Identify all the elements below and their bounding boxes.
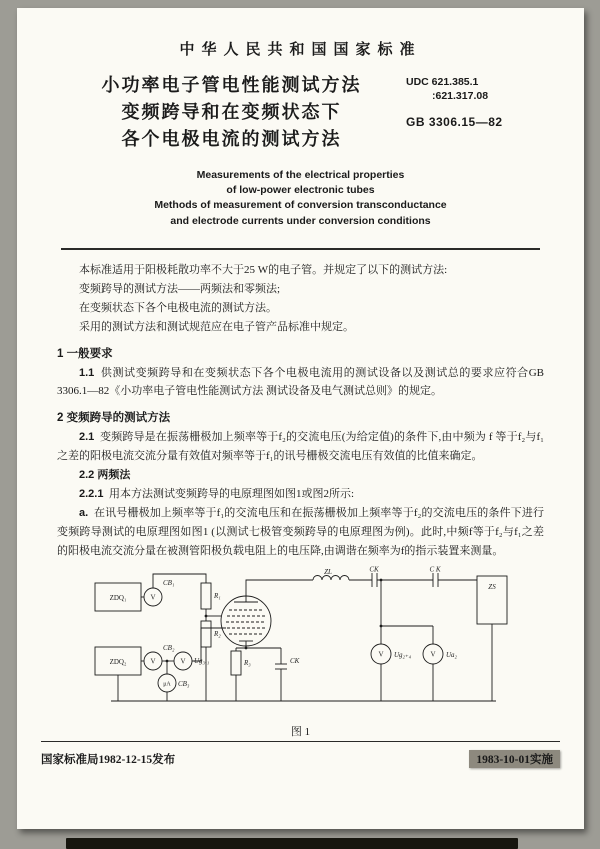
title-line-3: 各个电极电流的测试方法 — [121, 129, 342, 149]
figure-1-caption: 图 1 — [290, 725, 311, 738]
clause-2-2: 2.2 两频法 — [79, 469, 131, 482]
clause-1-1-number: 1.1 — [79, 366, 95, 379]
clause-2-1-text: 变频跨导是在振荡栅极加上频率等于f₂的交流电压(为给定值)的条件下,由中频为 f 等于f₂与f₁之差的阳极电流交流分量有效值对频率等于f₁的讯号栅极交流电压有效值的比值来确定。 — [57, 431, 545, 463]
clause-1-1-text: 供测试变频跨导和在变频状态下各个电极电流用的测试设备以及测试总的要求应符合GB 3306.1—82《小功率电子管电性能测试方法 测试设备及电气测试总则》的规定。 — [57, 366, 544, 398]
electron-tube-symbol — [221, 596, 271, 646]
scope-line-2: 变频跨导的测试方法——两频法和零频法; — [79, 282, 281, 295]
title-block — [57, 72, 544, 153]
header-divider-rule — [61, 248, 540, 250]
scan-edge-artifact — [66, 838, 518, 849]
capacitor-ck-cathode — [275, 664, 287, 669]
resistor-r1 — [201, 583, 211, 609]
tube-grids — [226, 610, 266, 634]
voltmeter-ua2-letter: V — [429, 650, 436, 659]
clause-2-2-1-number: 2.2.1 — [79, 488, 104, 501]
r3-label: R₃ — [243, 658, 251, 667]
page-footer — [41, 741, 560, 768]
document-title — [57, 72, 406, 153]
english-title-line-1: Measurements of the electrical properties — [196, 169, 405, 181]
cb3-label: CB₃ — [177, 679, 189, 688]
scope-paragraphs — [57, 261, 544, 337]
ck-cathode-label: CK — [289, 656, 299, 665]
zl-label: ZL — [323, 567, 332, 576]
ug31-label: Ug₃.₁ — [193, 656, 209, 665]
zs-label: ZS — [487, 582, 496, 591]
ck-anode-label: CK — [368, 565, 379, 574]
standard-number: GB 3306.15—82 — [406, 115, 503, 130]
classification-codes — [406, 72, 544, 153]
cb2-label: CB₂ — [162, 643, 174, 652]
ua2-label: Ua₂ — [445, 650, 457, 659]
scope-line-3: 在变频状态下各个电极电流的测试方法。 — [79, 301, 277, 314]
cb1-label: CB₁ — [162, 578, 174, 587]
scope-line-1: 本标准适用于阳极耗散功率不大于25 W的电子管。并规定了以下的测试方法: — [79, 263, 448, 276]
clause-1-1 — [57, 364, 544, 402]
r2-label: R₂ — [213, 629, 221, 638]
scope-line-4: 采用的测试方法和测试规范应在电子管产品标准中规定。 — [79, 320, 354, 333]
udc-number-line-2: :621.317.08 — [432, 90, 489, 103]
figure-1-circuit-diagram — [81, 566, 521, 716]
r1-label: R₁ — [213, 591, 221, 600]
figure-1 — [57, 566, 544, 739]
voltmeter-ug31-letter: V — [179, 657, 186, 666]
resistor-r2 — [201, 621, 211, 647]
issued-date-text: 国家标准局1982-12-15发布 — [41, 754, 176, 766]
english-title-line-4: and electrode currents under conversion conditions — [170, 214, 431, 227]
resistor-r3 — [231, 651, 241, 675]
clause-a-text: 在讯号栅极加上频率等于f₁的交流电压和在振荡栅极加上频率等于f₂的交流电压的条件下进行变频跨导测试的电原理图如图1 (以测试七极管变频跨导的电原理图为例)。此时,中频f等于f₂与f₁之差的阳极电流交流分量在被测管阳极负载电阻上的电压降,由调谐在频率为f的指示装置来测量。 — [57, 506, 545, 557]
zdq2-label: ZDQ₂ — [109, 657, 126, 666]
microammeter-letter: μA — [162, 681, 171, 688]
title-line-1: 小功率电子管电性能测试方法 — [101, 75, 362, 95]
junction-dots — [162, 578, 382, 662]
section-1-heading: 1 一般要求 — [57, 347, 113, 360]
english-title-line-2: of low-power electronic tubes — [226, 184, 375, 197]
clause-2-2-1 — [57, 485, 544, 504]
udc-number-line-1: UDC 621.385.1 — [406, 76, 479, 88]
ug24-label: Ug₂₊₄ — [393, 650, 411, 659]
standard-header: 中华人民共和国国家标准 — [179, 42, 422, 58]
voltmeter-cb1-letter: V — [149, 593, 156, 602]
voltmeter-cb2-letter: V — [149, 657, 156, 666]
english-title — [57, 168, 544, 229]
clause-a-number: a. — [79, 506, 89, 519]
english-title-line-3: Methods of measurement of conversion transconductance — [154, 199, 447, 212]
clause-2-1-number: 2.1 — [79, 431, 95, 444]
section-2-heading: 2 变频跨导的测试方法 — [57, 412, 171, 425]
voltmeter-ug24-letter: V — [377, 650, 384, 659]
document-page — [17, 8, 584, 829]
capacitor-ck-output — [433, 573, 438, 587]
effective-date-badge: 1983-10-01实施 — [469, 750, 560, 768]
clause-2-2-1-text: 用本方法测试变频跨导的电原理图如图1或图2所示: — [108, 488, 355, 501]
ck-output-label: C K — [428, 565, 441, 574]
clause-2-1 — [57, 428, 544, 466]
inductor-zl-coil — [313, 575, 349, 580]
title-line-2: 变频跨导和在变频状态下 — [121, 102, 342, 122]
clause-a — [57, 504, 544, 561]
zdq1-label: ZDQ₁ — [109, 593, 126, 602]
capacitor-ck-anode — [372, 573, 377, 587]
